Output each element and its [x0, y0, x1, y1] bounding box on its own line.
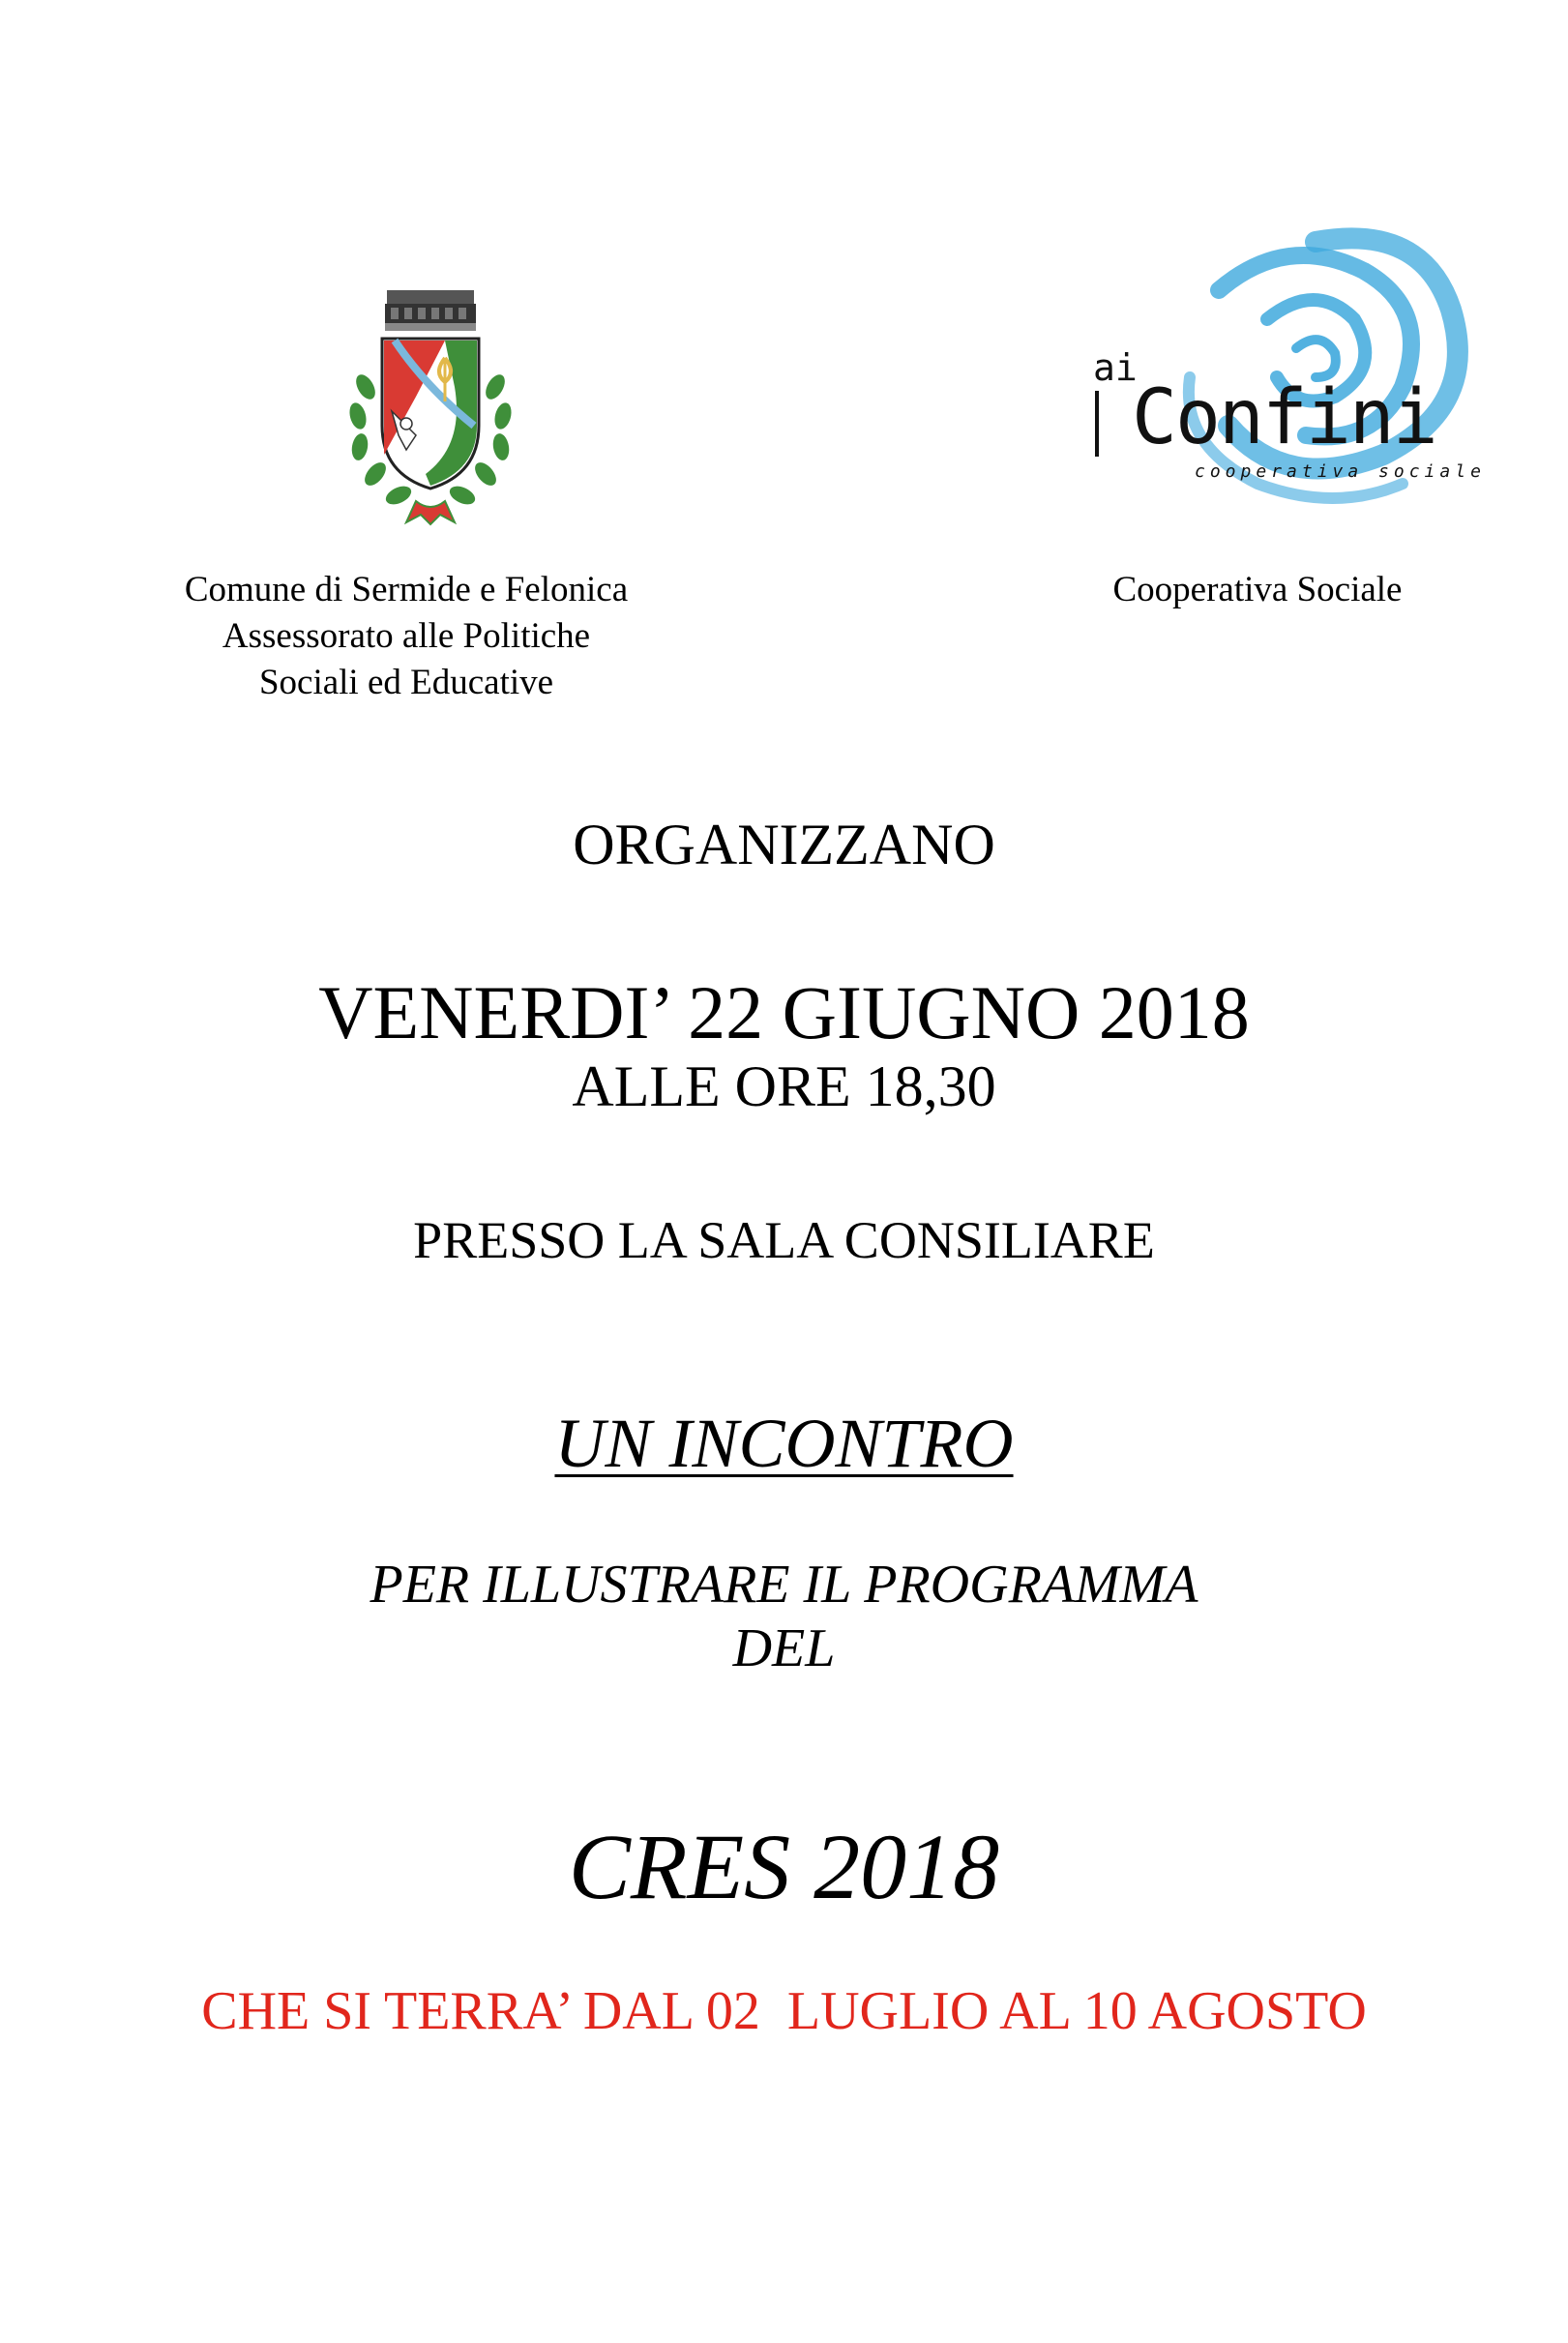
municipality-crest-icon — [310, 281, 551, 532]
event-venue: PRESSO LA SALA CONSILIARE — [413, 1211, 1155, 1269]
organizers-verb: ORGANIZZANO — [573, 813, 995, 876]
cooperative-logo — [1074, 203, 1509, 522]
meeting-title: UN INCONTRO — [554, 1405, 1014, 1482]
municipality-department-cont: Sociali ed Educative — [258, 663, 554, 702]
cooperative-label: Cooperativa Sociale — [1112, 570, 1403, 609]
logo-subtitle: cooperativa sociale — [1195, 461, 1486, 482]
municipality-name: Comune di Sermide e Felonica — [184, 570, 629, 609]
logo-name: Confini — [1132, 374, 1436, 461]
logo-small-text: ai — [1093, 346, 1138, 389]
logo-bar — [1095, 391, 1099, 457]
program-dates: CHE SI TERRA’ DAL 02 LUGLIO AL 10 AGOSTO — [201, 1981, 1367, 2041]
program-title: CRES 2018 — [568, 1815, 1000, 1918]
purpose-line-cont: DEL — [732, 1618, 836, 1678]
event-date: VENERDI’ 22 GIUGNO 2018 — [318, 970, 1250, 1054]
event-time: ALLE ORE 18,30 — [572, 1054, 996, 1118]
purpose-line: PER ILLUSTRARE IL PROGRAMMA — [370, 1555, 1198, 1615]
municipality-department: Assessorato alle Politiche — [222, 616, 591, 656]
municipality-block — [97, 567, 716, 706]
